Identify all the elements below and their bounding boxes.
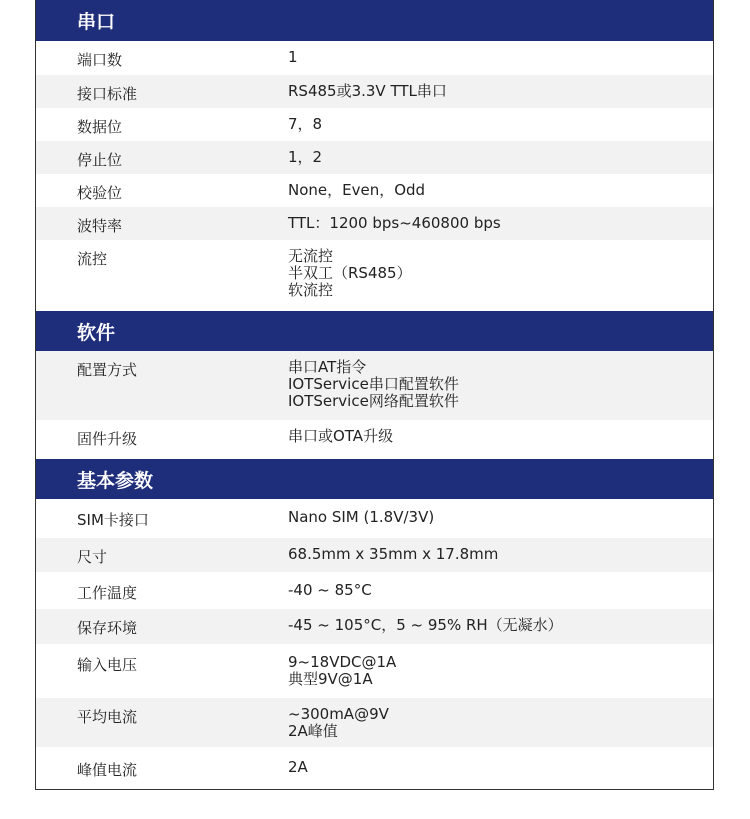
row-label: 流控 bbox=[77, 250, 108, 268]
table-row bbox=[36, 108, 713, 141]
row-value: RS485或3.3V TTL串口 bbox=[288, 82, 447, 100]
row-label: SIM卡接口 bbox=[77, 511, 149, 529]
row-value: 9~18VDC@1A 典型9V@1A bbox=[288, 653, 397, 688]
table-row bbox=[36, 609, 713, 644]
spec-table bbox=[35, 0, 714, 790]
section-title: 软件 bbox=[77, 321, 116, 344]
row-value: 68.5mm x 35mm x 17.8mm bbox=[288, 545, 499, 563]
table-row bbox=[36, 240, 713, 311]
row-value: 2A bbox=[288, 758, 308, 776]
row-value: 串口或OTA升级 bbox=[288, 427, 394, 445]
row-value: None，Even，Odd bbox=[288, 181, 426, 199]
row-label: 固件升级 bbox=[77, 430, 138, 448]
row-value: -45 ~ 105°C，5 ~ 95% RH（无凝水） bbox=[288, 616, 563, 634]
table-row bbox=[36, 538, 713, 572]
row-label: 配置方式 bbox=[77, 361, 138, 379]
table-row bbox=[36, 572, 713, 609]
row-value: Nano SIM (1.8V/3V) bbox=[288, 508, 435, 526]
table-row bbox=[36, 41, 713, 75]
row-label: 校验位 bbox=[77, 184, 123, 202]
section-title: 基本参数 bbox=[77, 469, 154, 492]
row-label: 停止位 bbox=[77, 151, 123, 169]
table-row bbox=[36, 644, 713, 698]
table-row bbox=[36, 420, 713, 459]
section-title: 串口 bbox=[77, 11, 116, 33]
row-label: 峰值电流 bbox=[77, 761, 138, 779]
section-header-basic-params bbox=[36, 459, 713, 499]
table-row bbox=[36, 207, 713, 240]
row-value: ~300mA@9V 2A峰值 bbox=[288, 705, 389, 740]
row-label: 尺寸 bbox=[77, 548, 108, 566]
row-label: 端口数 bbox=[77, 51, 123, 69]
row-value: 1 bbox=[288, 48, 298, 66]
row-label: 平均电流 bbox=[77, 708, 138, 726]
row-value: 1，2 bbox=[288, 148, 323, 166]
row-label: 保存环境 bbox=[77, 619, 138, 637]
row-value: 串口AT指令 IOTService串口配置软件 IOTService网络配置软件 bbox=[288, 358, 459, 410]
row-value: TTL：1200 bps~460800 bps bbox=[288, 214, 501, 232]
table-row bbox=[36, 499, 713, 538]
table-row bbox=[36, 351, 713, 420]
section-header-software bbox=[36, 311, 713, 351]
row-value: 无流控 半双工（RS485） 软流控 bbox=[288, 247, 412, 299]
row-label: 工作温度 bbox=[77, 584, 138, 602]
table-row bbox=[36, 747, 713, 789]
row-label: 波特率 bbox=[77, 217, 123, 235]
table-row bbox=[36, 141, 713, 174]
row-label: 接口标准 bbox=[77, 85, 138, 103]
section-header-serial bbox=[36, 0, 713, 41]
row-value: 7，8 bbox=[288, 115, 323, 133]
row-value: -40 ~ 85°C bbox=[288, 581, 372, 599]
table-row bbox=[36, 698, 713, 747]
table-row bbox=[36, 174, 713, 207]
row-label: 输入电压 bbox=[77, 656, 138, 674]
row-label: 数据位 bbox=[77, 118, 123, 136]
table-row bbox=[36, 75, 713, 108]
